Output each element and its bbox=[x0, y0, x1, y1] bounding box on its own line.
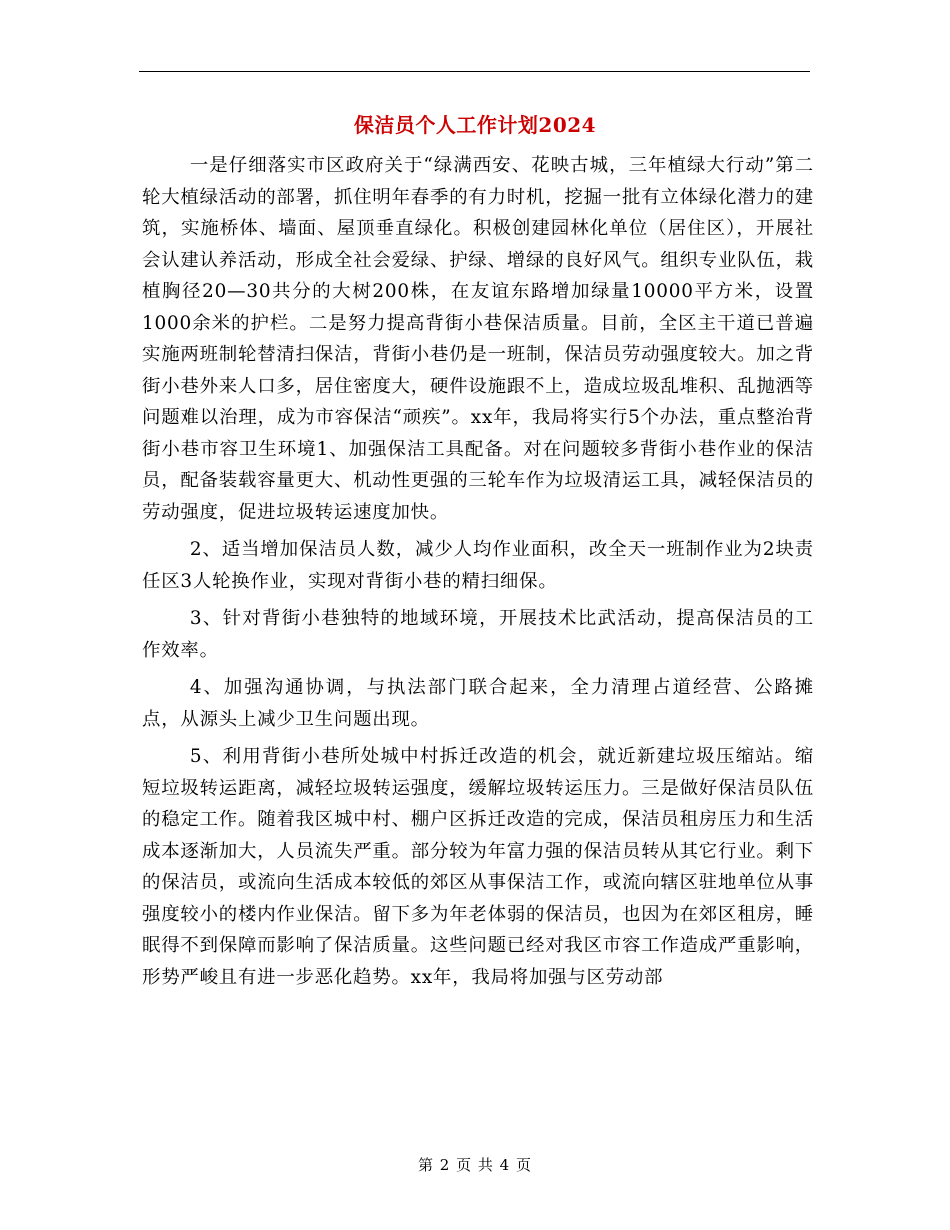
page-number: 第 2 页 共 4 页 bbox=[418, 1156, 532, 1174]
document-body bbox=[142, 150, 814, 993]
paragraph-4: 4、加强沟通协调，与执法部门联合起来，全力清理占道经营、公路摊点，从源头上减少卫生问题出现。 bbox=[142, 677, 814, 730]
paragraph-1: 一是仔细落实市区政府关于“绿满西安、花映古城，三年植绿大行动”第二轮大植绿活动的部署，抓住明年春季的有力时机，挖掘一批有立体绿化潜力的建筑，实施桥体、墙面、屋顶垂直绿化。积极创建园林化单位（居住区），开展社会认建认养活动，形成全社会爱绿、护绿、增绿的良好风气。组织专业队伍，栽植胸径20—30共分的大树200株，在友谊东路增加绿量10000平方米，设置1000余米的护栏。二是努力提高背街小巷保洁质量。目前，全区主干道已普遍实施两班制轮替清扫保洁，背街小巷仍是一班制，保洁员劳动强度较大。加之背街小巷外来人口多，居住密度大，硬件设施跟不上，造成垃圾乱堆积、乱抛洒等问题难以治理，成为市容保洁“顽疾”。xx年，我局将实行5个办法，重点整治背街小巷市容卫生环境1、加强保洁工具配备。对在问题较多背街小巷作业的保洁员，配备装载容量更大、机动性更强的三轮车作为垃圾清运工具，减轻保洁员的劳动强度，促进垃圾转运速度加快。 bbox=[142, 155, 814, 523]
document-title: 保洁员个人工作计划2024 bbox=[353, 113, 597, 137]
header-rule bbox=[139, 71, 810, 72]
paragraph-5: 5、利用背街小巷所处城中村拆迁改造的机会，就近新建垃圾压缩站。缩短垃圾转运距离，减轻垃圾转运强度，缓解垃圾转运压力。三是做好保洁员队伍的稳定工作。随着我区城中村、棚户区拆迁改造的完成，保洁员租房压力和生活成本逐渐加大，人员流失严重。部分较为年富力强的保洁员转从其它行业。剩下的保洁员，或流向生活成本较低的郊区从事保洁工作，或流向辖区驻地单位从事强度较小的楼内作业保洁。留下多为年老体弱的保洁员，也因为在郊区租房，睡眠得不到保障而影响了保洁质量。这些问题已经对我区市容工作造成严重影响，形势严峻且有进一步恶化趋势。xx年，我局将加强与区劳动部 bbox=[142, 746, 814, 988]
paragraph-2: 2、适当增加保洁员人数，减少人均作业面积，改全天一班制作业为2块责任区3人轮换作业，实现对背街小巷的精扫细保。 bbox=[142, 539, 814, 592]
paragraph-3: 3、针对背街小巷独特的地域环境，开展技术比武活动，提高保洁员的工作效率。 bbox=[142, 608, 814, 661]
page-footer bbox=[0, 1153, 950, 1177]
